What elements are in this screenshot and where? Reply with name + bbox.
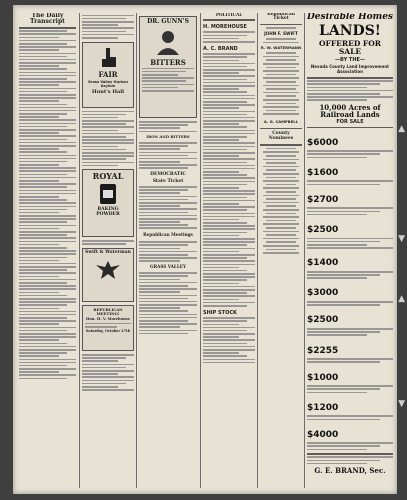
price-6: $3000 xyxy=(307,288,339,299)
for-sale-head: FOR SALE xyxy=(336,118,364,125)
bitters-headline: BITTERS xyxy=(150,58,186,67)
fair-place: Hunt's Hall xyxy=(91,88,125,95)
hand-pointer-icon xyxy=(98,47,118,69)
democratic-head: DEMOCRATIC xyxy=(150,172,186,178)
listing-11 xyxy=(307,422,393,451)
political-name-3: SHIP STOCK xyxy=(203,309,237,316)
portrait-icon xyxy=(153,27,183,57)
royal-headline: ROYAL xyxy=(92,171,124,182)
price-2: $1600 xyxy=(307,167,339,178)
by-the-label: —BY THE— xyxy=(335,57,365,63)
meeting-date: Saturday, October 27th xyxy=(85,328,131,333)
campbell-name: A. G. CAMPBELL xyxy=(263,118,299,124)
lands-head: LANDS! xyxy=(319,23,381,39)
scroll-up-icon[interactable]: ▲ xyxy=(398,124,405,134)
county-nominees-head: County Nominees xyxy=(268,131,294,141)
price-7: $2500 xyxy=(307,315,339,326)
price-10: $1200 xyxy=(307,402,339,413)
scroll-down-icon-2[interactable]: ▼ xyxy=(398,399,405,409)
iron-bitters-head: IRON AND BITTERS xyxy=(146,134,190,140)
listing-7 xyxy=(307,307,393,336)
scroll-track[interactable] xyxy=(397,0,407,500)
republican-ticket-head: Republican Ticket xyxy=(267,13,295,22)
listing-10 xyxy=(307,395,393,420)
masthead: The Daily Transcript xyxy=(30,13,65,25)
desirable-homes-head: Desirable Homes xyxy=(307,13,393,22)
price-5: $1400 xyxy=(307,258,339,269)
listing-2 xyxy=(307,160,393,185)
column-4 xyxy=(203,13,255,488)
governor-name: JOHN F. SWIFT xyxy=(264,31,298,36)
royal-subhead: BAKING POWDER xyxy=(96,207,120,217)
listing-3 xyxy=(307,187,393,216)
grass-valley-head: GRASS VALLEY xyxy=(150,264,186,269)
baking-powder-can-icon xyxy=(97,182,119,206)
footer-signature: G. E. BRAND, Sec. xyxy=(314,466,386,476)
republican-speaker: Hon. H. V. Morehouse xyxy=(86,316,130,321)
dr-gunns-bitters-ad xyxy=(139,16,197,118)
listing-6 xyxy=(307,280,393,305)
listing-1 xyxy=(307,130,393,159)
scroll-down-icon[interactable]: ▼ xyxy=(398,234,405,244)
newspaper-page xyxy=(13,5,397,494)
watermann-name: R. W. WATERMANN xyxy=(260,45,302,51)
dr-gunn-headline: DR. GUNN'S xyxy=(147,18,189,25)
republican-meeting-notice xyxy=(82,305,134,351)
column-2 xyxy=(82,13,134,488)
listing-5 xyxy=(307,250,393,279)
state-ticket-head: State Ticket xyxy=(152,178,184,184)
column-5 xyxy=(260,13,302,488)
price-3: $2700 xyxy=(307,194,339,205)
company-name: Nevada County Land Improvement Association xyxy=(310,64,390,74)
listing-8 xyxy=(307,338,393,363)
royal-baking-powder-ad xyxy=(82,169,134,237)
column-6 xyxy=(307,13,393,488)
listing-9 xyxy=(307,365,393,394)
eagle-icon xyxy=(95,259,121,281)
fair-headline: FAIR xyxy=(98,69,118,79)
political-name-2: A. C. BRAND xyxy=(203,45,238,52)
swift-waterman-ad xyxy=(82,248,134,302)
price-8: $2255 xyxy=(307,345,339,356)
republican-meetings-head: Republican Meetings xyxy=(143,232,193,238)
price-11: $4000 xyxy=(307,429,339,440)
price-4: $2500 xyxy=(307,224,339,235)
listing-4 xyxy=(307,217,393,249)
swift-headline: Swift & Waterman xyxy=(85,250,131,256)
price-1: $6000 xyxy=(307,137,339,148)
price-9: $1000 xyxy=(307,372,339,383)
political-head: POLITICAL xyxy=(215,13,243,17)
republican-headline: REPUBLICAN MEETING! xyxy=(93,307,123,316)
political-name-1: H. MOREHOUSE xyxy=(203,23,247,30)
offered-for-sale-head: OFFERED FOR SALE xyxy=(318,39,382,56)
scroll-up-icon-2[interactable]: ▲ xyxy=(398,294,405,304)
column-3 xyxy=(139,13,197,488)
acres-head: 10,000 Acres of Railroad Lands xyxy=(319,102,381,119)
fair-subhead: Grass Valley Orphan Asylum xyxy=(87,79,129,88)
column-1 xyxy=(19,13,76,488)
fair-ad xyxy=(82,42,134,108)
